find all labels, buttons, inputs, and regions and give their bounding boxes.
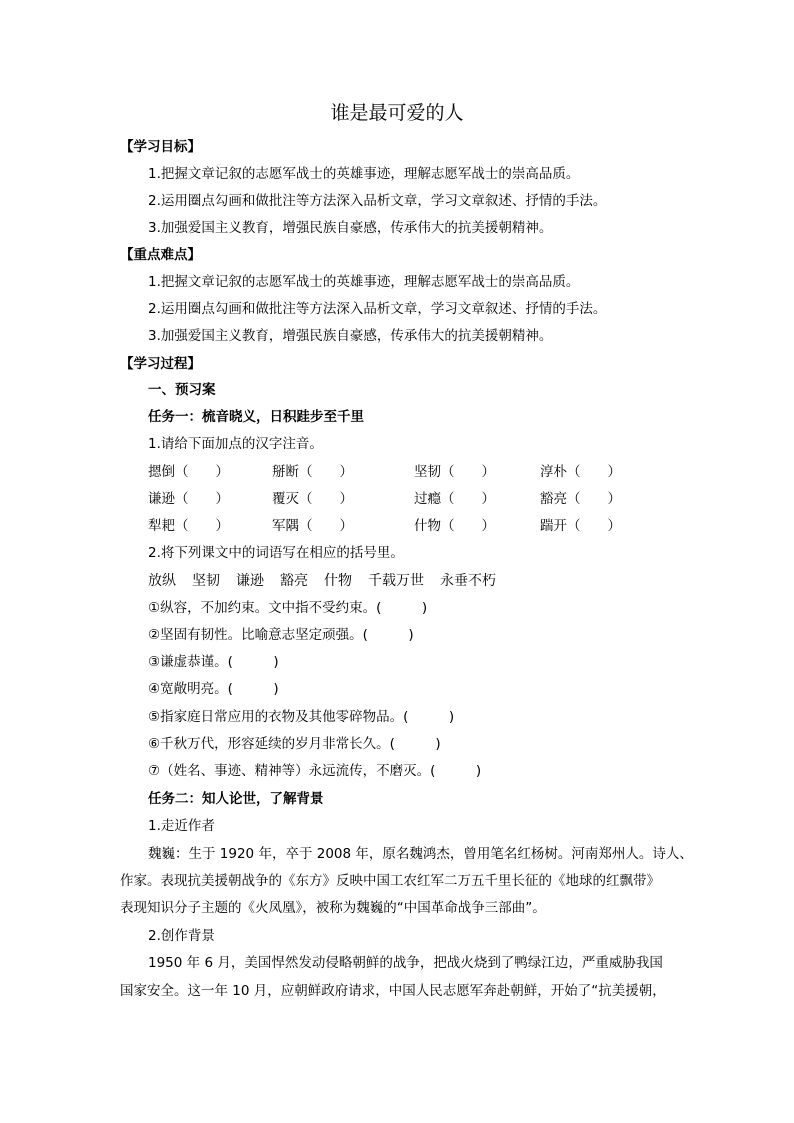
- process-heading: 【学习过程】: [120, 356, 201, 372]
- pinyin-item: 军隅（ ）: [272, 518, 353, 534]
- goal-item: 2.运用圈点勾画和做批注等方法深入品析文章，学习文章叙述、抒情的手法。: [148, 193, 607, 209]
- definition-item: ②坚固有韧性。比喻意志坚定顽强。( ): [148, 627, 414, 643]
- word-bank-item: 谦逊: [236, 573, 264, 589]
- background-paragraph-line: 国家安全。这一年 10 月，应朝鲜政府请求，中国人民志愿军奔赴朝鲜，开始了“抗美援朝，: [120, 983, 666, 999]
- word-bank-item: 千载万世: [368, 573, 424, 589]
- word-bank-item: 放纵: [148, 573, 176, 589]
- pinyin-item: 淳朴（ ）: [540, 464, 621, 480]
- word-bank-item: 豁亮: [280, 573, 308, 589]
- section-title: 一、预习案: [148, 382, 216, 398]
- author-paragraph-line: 表现知识分子主题的《火凤凰》，被称为魏巍的“中国革命战争三部曲”。: [120, 900, 546, 916]
- author-paragraph-line: 魏巍：生于 1920 年，卒于 2008 年，原名魏鸿杰，曾用笔名红杨树。河南郑州人。诗人、: [148, 846, 693, 862]
- keypoint-item: 1.把握文章记叙的志愿军战士的英雄事迹，理解志愿军战士的崇高品质。: [148, 274, 580, 290]
- pinyin-item: 谦逊（ ）: [148, 491, 229, 507]
- subsection-title: 1.走近作者: [148, 818, 215, 834]
- pinyin-item: 掰断（ ）: [272, 464, 353, 480]
- definition-item: ④宽敞明亮。( ): [148, 681, 279, 697]
- task-title: 任务一：梳音晓义，日积跬步至千里: [148, 409, 364, 425]
- task-title: 任务二：知人论世，了解背景: [148, 791, 324, 807]
- subsection-title: 2.创作背景: [148, 928, 215, 944]
- definition-item: ①纵容，不加约束。文中指不受约束。( ): [148, 600, 428, 616]
- page-title: 谁是最可爱的人: [330, 102, 464, 124]
- pinyin-item: 坚韧（ ）: [414, 464, 495, 480]
- goal-item: 1.把握文章记叙的志愿军战士的英雄事迹，理解志愿军战士的崇高品质。: [148, 166, 580, 182]
- definition-item: ⑤指家庭日常应用的衣物及其他零碎物品。( ): [148, 709, 455, 725]
- word-bank: [148, 571, 512, 591]
- keypoint-item: 2.运用圈点勾画和做批注等方法深入品析文章，学习文章叙述、抒情的手法。: [148, 301, 607, 317]
- question-text: 1.请给下面加点的汉字注音。: [148, 436, 323, 452]
- pinyin-item: 什物（ ）: [414, 518, 495, 534]
- question-text: 2.将下列课文中的词语写在相应的括号里。: [148, 545, 404, 561]
- pinyin-item: 踹开（ ）: [540, 518, 621, 534]
- goals-heading: 【学习目标】: [120, 139, 201, 155]
- definition-item: ⑥千秋万代，形容延续的岁月非常长久。( ): [148, 736, 441, 752]
- pinyin-item: 摁倒（ ）: [148, 464, 229, 480]
- pinyin-item: 犁耙（ ）: [148, 518, 229, 534]
- word-bank-item: 坚韧: [192, 573, 220, 589]
- definition-item: ⑦（姓名、事迹、精神等）永远流传，不磨灭。( ): [148, 763, 482, 779]
- word-bank-item: 永垂不朽: [440, 573, 496, 589]
- pinyin-item: 豁亮（ ）: [540, 491, 621, 507]
- pinyin-item: 覆灭（ ）: [272, 491, 353, 507]
- word-bank-item: 什物: [324, 573, 352, 589]
- keypoint-item: 3.加强爱国主义教育，增强民族自豪感，传承伟大的抗美援朝精神。: [148, 328, 553, 344]
- definition-item: ③谦虚恭谨。( ): [148, 654, 279, 670]
- pinyin-item: 过瘾（ ）: [414, 491, 495, 507]
- goal-item: 3.加强爱国主义教育，增强民族自豪感，传承伟大的抗美援朝精神。: [148, 220, 553, 236]
- background-paragraph-line: 1950 年 6 月，美国悍然发动侵略朝鲜的战争，把战火烧到了鸭绿江边，严重威胁我国: [148, 955, 663, 971]
- keypoints-heading: 【重点难点】: [120, 247, 201, 263]
- author-paragraph-line: 作家。表现抗美援朝战争的《东方》反映中国工农红军二万五千里长征的《地球的红飘带》: [120, 873, 660, 889]
